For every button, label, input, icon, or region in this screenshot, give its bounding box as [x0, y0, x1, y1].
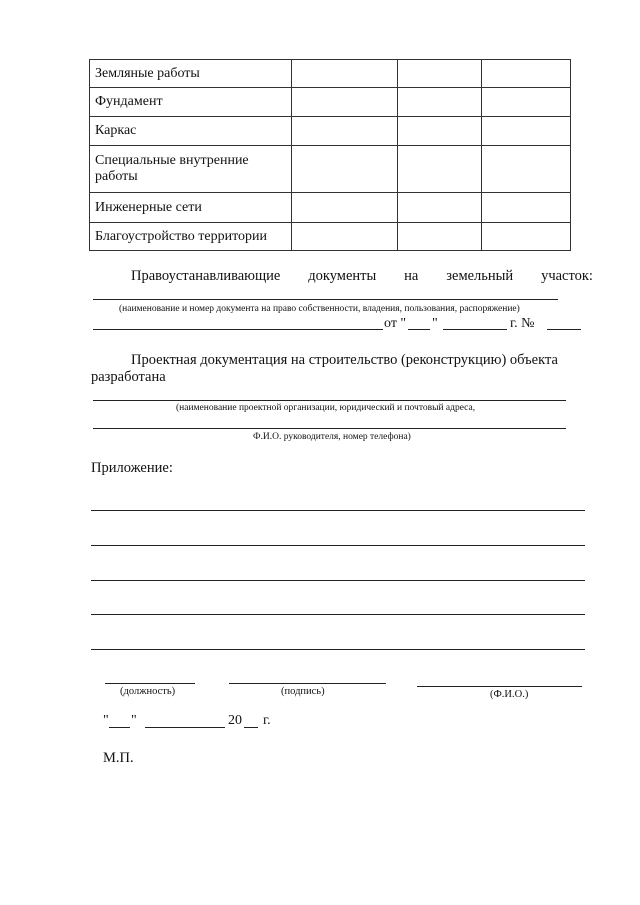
work-type-cell: Каркас — [90, 117, 292, 146]
appendix-line-4[interactable] — [91, 614, 585, 615]
works-table-row — [90, 88, 571, 117]
title-docs-word: земельный — [446, 268, 514, 284]
number-blank-line[interactable] — [547, 329, 581, 330]
date-year-suffix: г. — [263, 713, 271, 728]
works-table-row — [90, 146, 571, 193]
date-close-quote: " — [131, 713, 137, 728]
project-hint1: (наименование проектной организации, юридический и почтовый адреса, — [176, 403, 476, 413]
work-value-cell-2[interactable] — [398, 60, 482, 88]
project-hint2: Ф.И.О. руководителя, номер телефона) — [253, 432, 411, 442]
signature-hint: (подпись) — [281, 686, 325, 697]
works-table-row — [90, 223, 571, 251]
work-value-cell-1[interactable] — [292, 60, 398, 88]
title-docs-blank-line[interactable] — [93, 299, 558, 300]
work-value-cell-1[interactable] — [292, 88, 398, 117]
work-value-cell-3[interactable] — [482, 193, 571, 223]
work-value-cell-2[interactable] — [398, 88, 482, 117]
position-blank-line[interactable] — [105, 683, 195, 684]
quote-close: " — [432, 316, 438, 331]
works-table-row — [90, 193, 571, 223]
work-type-cell: Специальные внутренние работы — [90, 146, 292, 193]
title-docs-word: на — [404, 268, 419, 284]
title-docs-line — [131, 268, 593, 285]
month-blank-line[interactable] — [443, 329, 507, 330]
project-text-line2: разработана — [91, 369, 166, 385]
work-value-cell-3[interactable] — [482, 60, 571, 88]
doc-number-blank-line[interactable] — [93, 329, 383, 330]
works-table-row — [90, 117, 571, 146]
stamp-label: М.П. — [103, 750, 134, 766]
date-open-quote: " — [103, 713, 109, 728]
work-type-cell: Земляные работы — [90, 60, 292, 88]
project-text-line1: Проектная документация на строительство (реконструкцию) объекта — [131, 352, 558, 368]
title-docs-hint: (наименование и номер документа на право собственности, владения, пользования, распоряжение) — [119, 304, 520, 314]
year-number-mark: г. № — [510, 316, 535, 331]
work-value-cell-3[interactable] — [482, 146, 571, 193]
work-value-cell-1[interactable] — [292, 146, 398, 193]
work-value-cell-2[interactable] — [398, 146, 482, 193]
work-type-cell: Фундамент — [90, 88, 292, 117]
work-type-cell: Инженерные сети — [90, 193, 292, 223]
work-value-cell-2[interactable] — [398, 117, 482, 146]
project-head-blank-line[interactable] — [93, 428, 566, 429]
title-docs-word: документы — [308, 268, 377, 284]
work-value-cell-3[interactable] — [482, 88, 571, 117]
name-blank-line[interactable] — [417, 686, 582, 687]
title-docs-word: Правоустанавливающие — [131, 268, 281, 284]
appendix-line-3[interactable] — [91, 580, 585, 581]
position-hint: (должность) — [120, 686, 176, 697]
date-day-blank-line[interactable] — [109, 727, 130, 728]
work-value-cell-3[interactable] — [482, 117, 571, 146]
day-blank-line[interactable] — [408, 329, 430, 330]
works-table-body — [90, 60, 571, 251]
appendix-line-1[interactable] — [91, 510, 585, 511]
from-label: от " — [384, 316, 407, 331]
work-type-cell: Благоустройство территории — [90, 223, 292, 251]
work-value-cell-2[interactable] — [398, 193, 482, 223]
works-table — [89, 59, 571, 251]
appendix-label: Приложение: — [91, 460, 173, 476]
project-org-blank-line[interactable] — [93, 400, 566, 401]
date-year-blank-line[interactable] — [244, 727, 258, 728]
work-value-cell-1[interactable] — [292, 117, 398, 146]
title-docs-word: участок: — [541, 268, 593, 284]
work-value-cell-1[interactable] — [292, 223, 398, 251]
work-value-cell-2[interactable] — [398, 223, 482, 251]
appendix-line-5[interactable] — [91, 649, 585, 650]
works-table-row — [90, 60, 571, 88]
appendix-line-2[interactable] — [91, 545, 585, 546]
signature-blank-line[interactable] — [229, 683, 386, 684]
date-century: 20 — [228, 713, 242, 728]
work-value-cell-1[interactable] — [292, 193, 398, 223]
work-value-cell-3[interactable] — [482, 223, 571, 251]
date-month-blank-line[interactable] — [145, 727, 225, 728]
name-hint: (Ф.И.О.) — [490, 689, 529, 700]
